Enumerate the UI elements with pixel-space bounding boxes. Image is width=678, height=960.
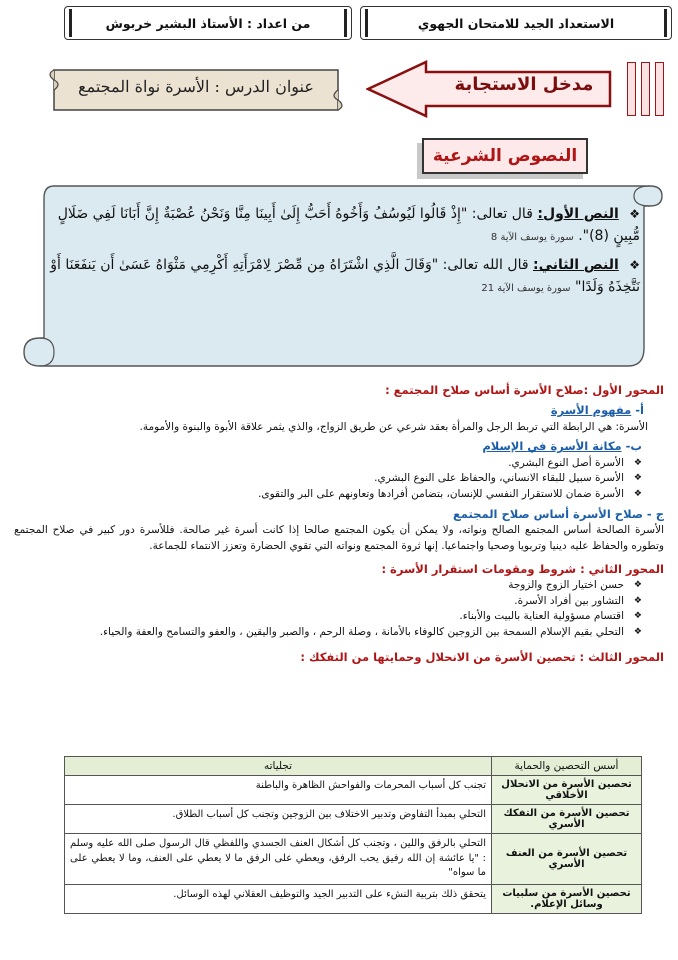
- table-row: [65, 776, 642, 805]
- axis2-title: المحور الثاني : شروط ومقومات استقرار الأسرة :: [381, 561, 664, 576]
- table-row: [65, 834, 642, 885]
- axis1-b-list: [14, 456, 664, 503]
- sharia-text-label: النص الأول:: [537, 206, 619, 222]
- decorative-bars: [624, 62, 664, 116]
- header-left-bar: [344, 9, 347, 37]
- table-row: [65, 805, 642, 834]
- arrow-label: مدخل الاستجابة: [454, 74, 594, 95]
- header-right-bar-left: [365, 9, 368, 37]
- sharia-text-ref: سورة يوسف الآية 21: [481, 283, 571, 295]
- sharia-text-body: قال الله تعالى: "وَقَالَ الَّذِي اشْتَرَاهُ مِن مِّصْرَ لِامْرَأَتِهِ أَكْرِمِي مَثْوَاهُ عَسَىٰ أَن يَنفَعَنَا أَوْ نَتَّخِذَهُ وَلَدًا": [50, 257, 640, 296]
- list-item: ❖ التشاور بين أفراد الأسرة.: [14, 594, 624, 610]
- table-cell: تحصين الأسرة من سلبيات وسائل الإعلام.: [492, 884, 642, 913]
- quran-texts: [30, 204, 640, 307]
- deco-bar: [655, 62, 664, 116]
- sharia-text-body: قال تعالى: "إِذْ قَالُوا لَيُوسُفُ وَأَخُوهُ أَحَبُّ إِلَىٰ أَبِينَا مِنَّا وَنَحْنُ عُصْبَةٌ إِنَّ أَبَانَا لَفِي ضَلَالٍ مُّبِينٍ (8)".: [57, 206, 640, 244]
- sharia-texts-title: النصوص الشرعية: [422, 138, 588, 174]
- table-cell: تحصين الأسرة من العنف الأسري: [492, 834, 642, 885]
- list-item: ❖ الأسرة أصل النوع البشري.: [14, 456, 624, 472]
- sharia-text-label: النص الثاني:: [532, 257, 619, 274]
- table-header-cell: أسس التحصين والحماية: [492, 757, 642, 776]
- header-right-bar: [664, 9, 667, 37]
- axis1-a-label: أ-: [635, 403, 644, 418]
- axis1-c-title: ج - صلاح الأسرة أساس صلاح المجتمع: [452, 506, 664, 521]
- lesson-title: عنوان الدرس : الأسرة نواة المجتمع: [78, 77, 314, 96]
- diamond-bullet-icon: ❖: [629, 258, 640, 273]
- header-left-text: من اعداد : الأستاذ البشير خربوش: [105, 15, 311, 31]
- deco-bar: [641, 62, 650, 116]
- table-header-cell: تجلياته: [65, 757, 492, 776]
- header-left-box: [64, 6, 352, 40]
- axis2-list: [14, 578, 664, 641]
- quran-texts-box: [14, 176, 666, 372]
- list-item: ❖ حسن اختيار الزوج والزوجة: [14, 578, 624, 594]
- table-cell: يتحقق ذلك بتربية النشء على التدبير الجيد والتوظيف العقلاني لهذه الوسائل.: [65, 884, 492, 913]
- table-cell: تحصين الأسرة من الانحلال الأخلاقي: [492, 776, 642, 805]
- lesson-title-scroll: [44, 64, 348, 116]
- table-row: [65, 884, 642, 913]
- axis1-b-heading: مكانة الأسرة في الإسلام: [482, 439, 622, 454]
- axis1-b-label: ب-: [625, 439, 642, 454]
- sharia-text-ref: سورة يوسف الآية 8: [490, 231, 574, 243]
- list-item: ❖ الأسرة ضمان للاستقرار النفسي للإنسان، بتضامن أفرادها وتعاونهم على البر والتقوى.: [14, 487, 624, 503]
- axis1-a-title: [14, 402, 664, 419]
- arrow-banner: [366, 60, 612, 118]
- header-left-bar-left: [69, 9, 72, 37]
- axis1-title: المحور الأول :صلاح الأسرة أساس صلاح المجتمع :: [385, 383, 664, 397]
- deco-bar: [627, 62, 636, 116]
- axis1-b-title: [14, 438, 664, 455]
- axis1-c-text: الأسرة الصالحة أساس المجتمع الصالح ونواته، ولا يمكن أن يكون المجتمع صالحا إذا كانت أسرة غير صالحة. فللأسرة دور كبير في صلاح المجتمع وتطوره والحفاظ عليه دينيا وتربويا وصحيا واجتماعيا. إنها ثروة المجتمع ونواته التي تقوي الحضارة وتعزز الانتماء للجماعة.: [14, 524, 664, 552]
- diamond-bullet-icon: ❖: [629, 207, 640, 221]
- list-item: ❖ الأسرة سبيل للبقاء الانساني، والحفاظ على النوع البشري.: [14, 471, 624, 487]
- list-item: ❖ التحلي بقيم الإسلام السمحة بين الزوجين كالوفاء بالأمانة ، وصلة الرحم ، والصبر واليقين ، والعفو والتسامح والعفة والحياء.: [14, 625, 624, 641]
- table-cell: تحصين الأسرة من التفكك الأسري: [492, 805, 642, 834]
- protection-table: [64, 756, 642, 914]
- table-header-row: [65, 757, 642, 776]
- sharia-text-2: [30, 255, 640, 298]
- table-cell: تجنب كل أسباب المحرمات والفواحش الظاهرة والباطنة: [65, 776, 492, 805]
- lesson-content: [14, 378, 664, 666]
- axis1-a-heading: مفهوم الأسرة: [550, 403, 632, 418]
- header-right-box: [360, 6, 672, 40]
- list-item: ❖ اقتسام مسؤولية العناية بالبيت والأبناء.: [14, 609, 624, 625]
- axis3-title: المحور الثالث : تحصين الأسرة من الانحلال وحمايتها من التفكك :: [300, 649, 664, 664]
- axis1-a-text: الأسرة: هي الرابطة التي تربط الرجل والمرأة بعقد شرعي عن طريق الزواج، والذي يثمر علاقة الأبوة والبنوة والأمومة.: [139, 420, 648, 433]
- header-right-text: الاستعداد الجيد للامتحان الجهوي: [417, 15, 615, 31]
- sharia-text-1: [30, 204, 640, 247]
- table-cell: التحلي بالرفق واللين ، وتجنب كل أشكال العنف الجسدي واللفظي قال الرسول صلى الله عليه وسلم : "يا عائشة إن الله رفيق يحب الرفق، ويعطي على الرفق ما لا يعطي على العنف، وما لا يعطي على ما سواه": [65, 834, 492, 885]
- table-cell: التحلي بمبدأ التفاوض وتدبير الاختلاف بين الزوجين وتجنب كل أسباب الطلاق.: [65, 805, 492, 834]
